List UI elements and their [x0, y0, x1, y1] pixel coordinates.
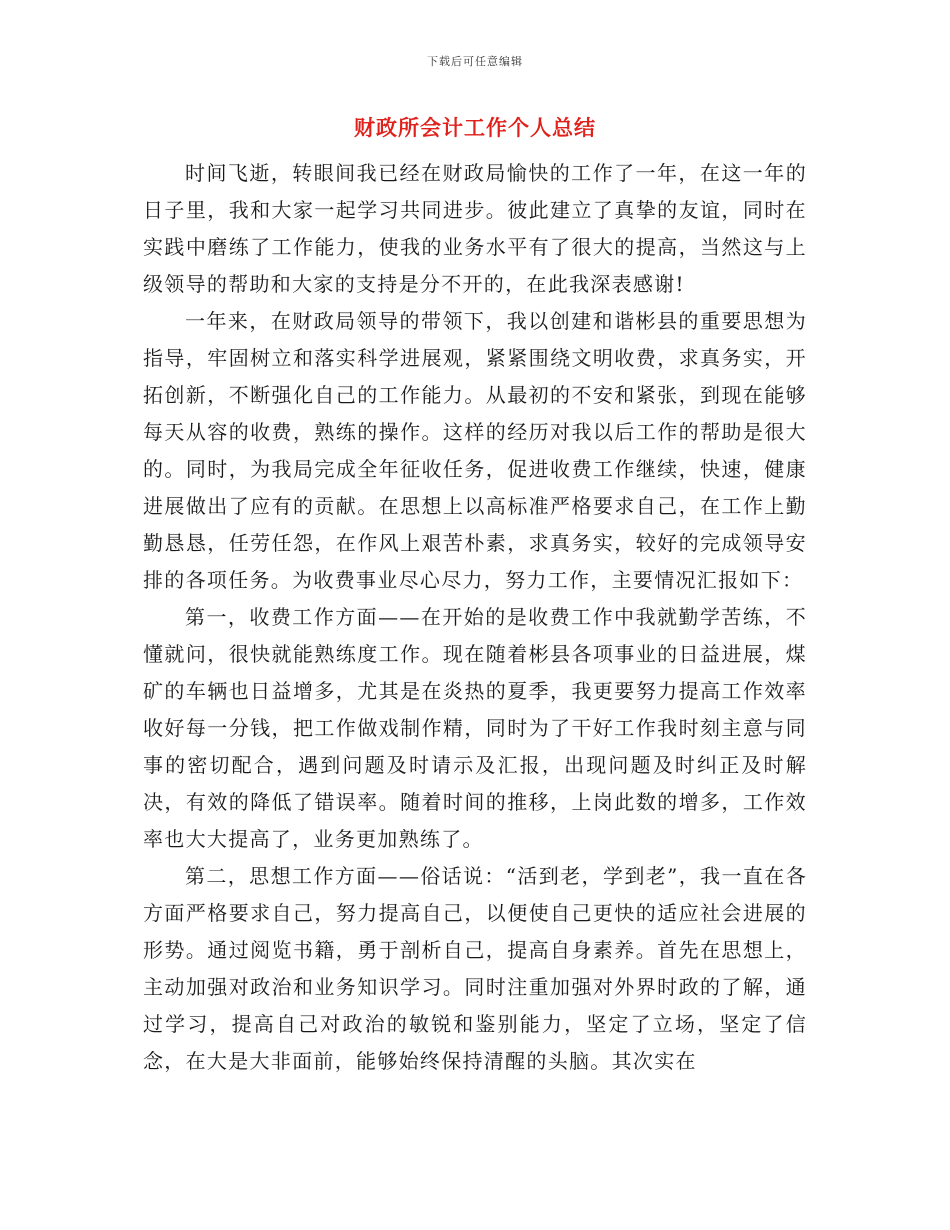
paragraph-intro: 时间飞逝，转眼间我已经在财政局愉快的工作了一年，在这一年的日子里，我和大家一起学习共同进步。彼此建立了真挚的友谊，同时在实践中磨练了工作能力，使我的业务水平有了很大的提高，当然这与上级领导的帮助和大家的支持是分不开的，在此我深表感谢! [143, 161, 807, 296]
paragraph-ideology-work: 第二，思想工作方面——俗话说：“活到老，学到老”，我一直在各方面严格要求自己，努力提高自己，以便使自己更快的适应社会进展的形势。通过阅览书籍，勇于剖析自己，提高自身素养。首先在思想上，主动加强对政治和业务知识学习。同时注重加强对外界时政的了解，通过学习，提高自己对政治的敏锐和鉴别能力，坚定了立场，坚定了信念，在大是大非面前，能够始终保持清醒的头脑。其次实在 [143, 864, 807, 1073]
document-title: 财政所会计工作个人总结 [354, 115, 596, 140]
paragraph-fee-work: 第一，收费工作方面——在开始的是收费工作中我就勤学苦练，不懂就问，很快就能熟练度工作。现在随着彬县各项事业的日益进展，煤矿的车辆也日益增多，尤其是在炎热的夏季，我更要努力提高工作效率收好每一分钱，把工作做戏制作精，同时为了干好工作我时刻主意与同事的密切配合，遇到问题及时请示及汇报，出现问题及时纠正及时解决，有效的降低了错误率。随着时间的推移，上岗此数的增多，工作效率也大大提高了，业务更加熟练了。 [143, 605, 807, 851]
paragraph-overview: 一年来，在财政局领导的带领下，我以创建和谐彬县的重要思想为指导，牢固树立和落实科学进展观，紧紧围绕文明收费，求真务实，开拓创新，不断强化自己的工作能力。从最初的不安和紧张，到现在能够每天从容的收费，熟练的操作。这样的经历对我以后工作的帮助是很大的。同时，为我局完成全年征收任务，促进收费工作继续，快速，健康进展做出了应有的贡献。在思想上以高标准严格要求自己，在工作上勤勤恳恳，任劳任怨，在作风上艰苦朴素，求真务实，较好的完成领导安排的各项任务。为收费事业尽心尽力，努力工作，主要情况汇报如下： [143, 309, 807, 592]
document-body [143, 155, 807, 1080]
header-note: 下载后可任意编辑 [427, 55, 523, 68]
